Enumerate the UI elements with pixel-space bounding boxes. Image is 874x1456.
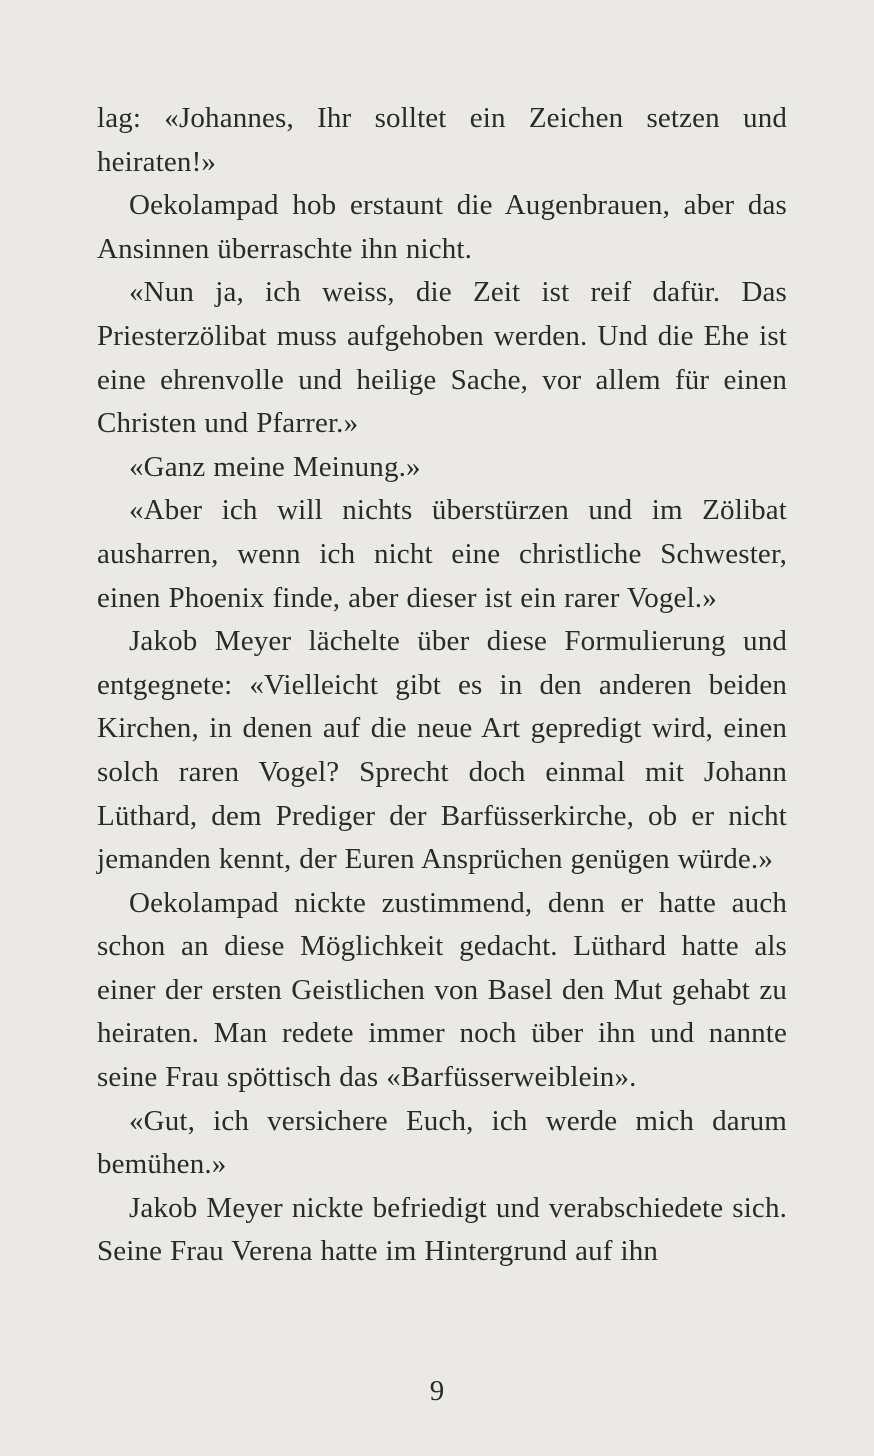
paragraph-5: «Aber ich will nichts überstürzen und im Zölibat ausharren, wenn ich nicht eine christliche Schwester, einen Phoenix finde, aber dieser ist ein rarer Vogel.»	[97, 494, 787, 614]
paragraph-9: Jakob Meyer nickte befriedigt und verabschiedete sich. Seine Frau Verena hatte im Hintergrund auf ihn	[97, 1191, 787, 1268]
paragraph-1: lag: «Johannes, Ihr solltet ein Zeichen setzen und heiraten!»	[97, 102, 787, 178]
paragraph-8: «Gut, ich versichere Euch, ich werde mich darum bemühen.»	[97, 1104, 787, 1181]
body-text	[97, 97, 787, 1274]
paragraph-7: Oekolampad nickte zustimmend, denn er hatte auch schon an diese Möglichkeit gedacht. Lüthard hatte als einer der ersten Geistlichen von Basel den Mut gehabt zu heiraten. Man redete immer noch über ihn und nannte seine Frau spöttisch das «Barfüsserweiblein».	[97, 886, 787, 1094]
page-number: 9	[429, 1375, 445, 1407]
paragraph-3: «Nun ja, ich weiss, die Zeit ist reif dafür. Das Priesterzölibat muss aufgehoben werden. Und die Ehe ist eine ehrenvolle und heilige Sache, vor allem für einen Christen und Pfarrer.»	[97, 276, 787, 440]
paragraph-4: «Ganz meine Meinung.»	[129, 450, 421, 483]
paragraph-6: Jakob Meyer lächelte über diese Formulierung und entgegnete: «Vielleicht gibt es in den anderen beiden Kirchen, in denen auf die neue Art gepredigt wird, einen solch raren Vogel? Sprecht doch einmal mit Johann Lüthard, dem Prediger der Barfüsserkirche, ob er nicht jemanden kennt, der Euren Ansprüchen genügen würde.»	[97, 625, 787, 876]
paragraph-2: Oekolampad hob erstaunt die Augenbrauen, aber das Ansinnen überraschte ihn nicht.	[97, 189, 787, 265]
